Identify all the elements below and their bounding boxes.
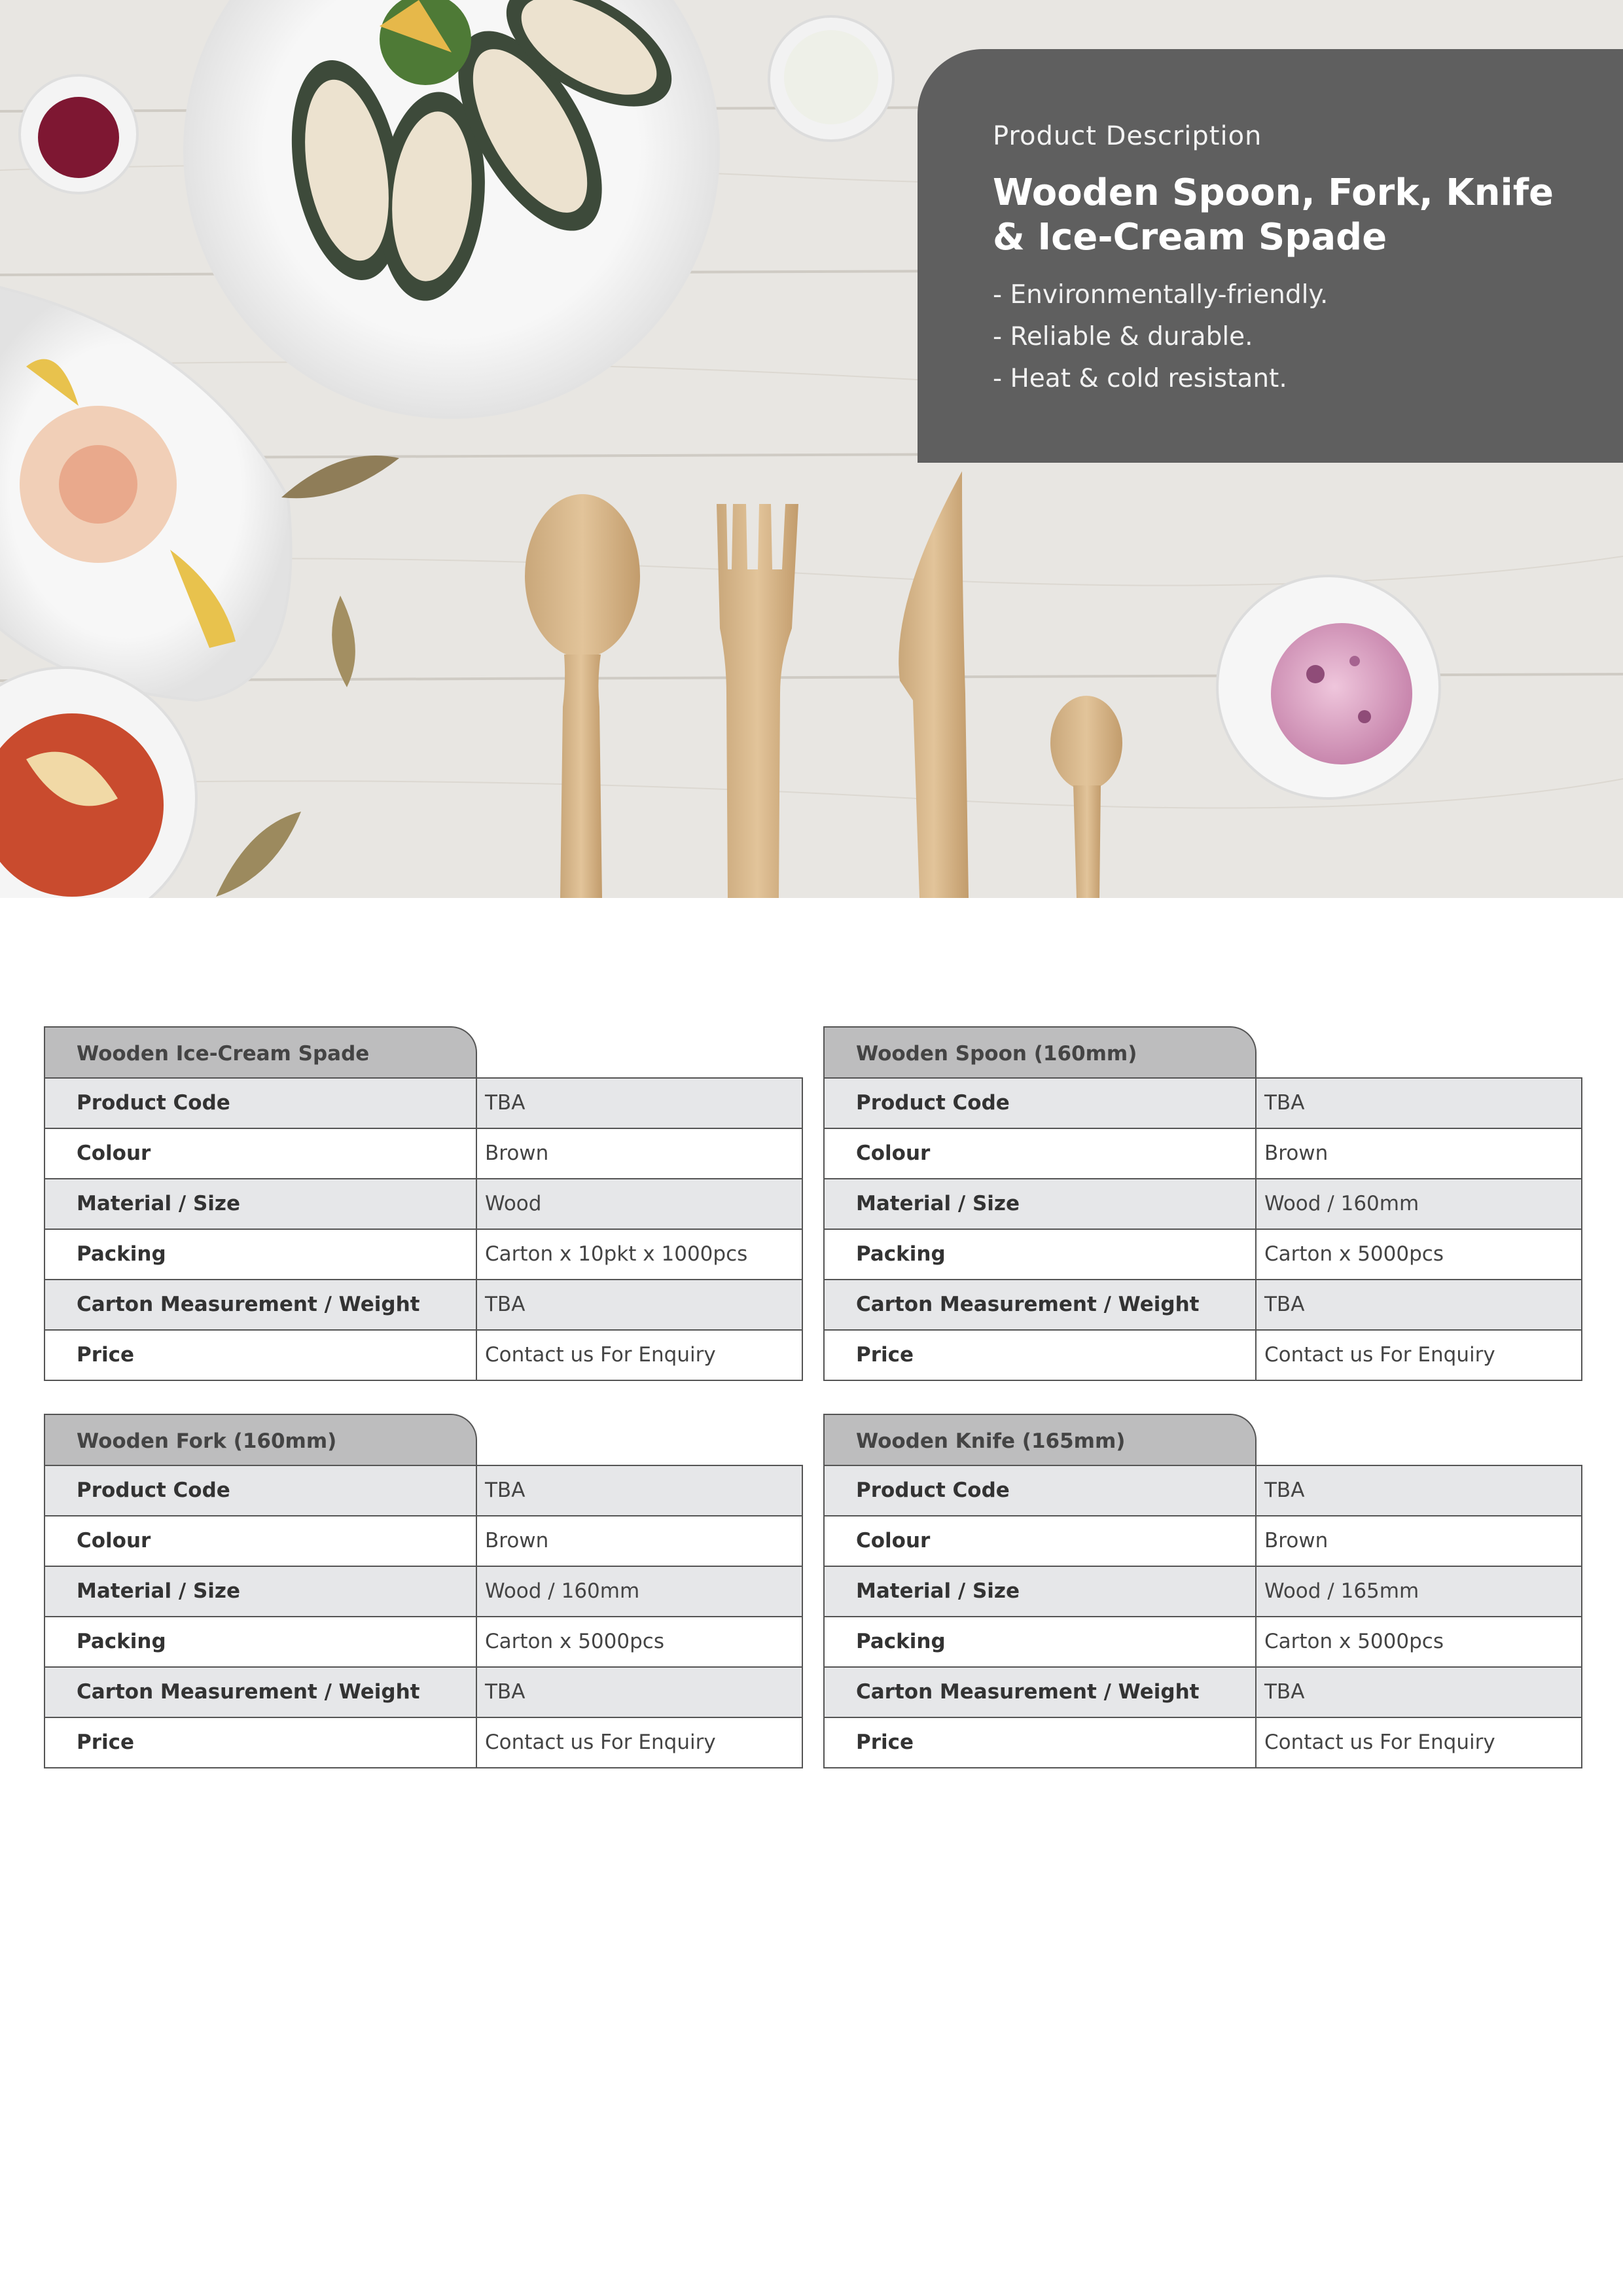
- table-row: [45, 1079, 802, 1128]
- spec-key: Packing: [825, 1230, 1257, 1279]
- table-row: [45, 1178, 802, 1229]
- table-row: [45, 1515, 802, 1566]
- spec-table-spoon: [823, 1026, 1582, 1381]
- spec-value: TBA: [485, 1293, 526, 1316]
- spec-value: Carton x 5000pcs: [1264, 1630, 1444, 1653]
- table-row: [825, 1515, 1581, 1566]
- spec-key: Carton Measurement / Weight: [45, 1668, 477, 1717]
- table-row: [825, 1079, 1581, 1128]
- ice-cream-bowl: [1217, 576, 1440, 798]
- product-description-panel: [918, 49, 1623, 463]
- spec-value: Wood / 160mm: [1264, 1192, 1419, 1215]
- spec-key: Colour: [825, 1516, 1257, 1566]
- spec-value: Contact us For Enquiry: [1264, 1731, 1495, 1754]
- spec-table-fork: [44, 1414, 803, 1768]
- spec-key: Carton Measurement / Weight: [825, 1280, 1257, 1329]
- spec-key: Packing: [45, 1617, 477, 1666]
- spec-key: Material / Size: [45, 1567, 477, 1616]
- spec-key: Colour: [825, 1129, 1257, 1178]
- spec-value: TBA: [1264, 1293, 1305, 1316]
- spec-key: Price: [45, 1718, 477, 1767]
- spec-key: Carton Measurement / Weight: [45, 1280, 477, 1329]
- spec-value: TBA: [485, 1680, 526, 1704]
- spec-value: Carton x 5000pcs: [1264, 1242, 1444, 1266]
- spec-value: Contact us For Enquiry: [485, 1731, 716, 1754]
- spec-key: Packing: [825, 1617, 1257, 1666]
- spec-value: TBA: [485, 1091, 526, 1115]
- spec-key: Packing: [45, 1230, 477, 1279]
- spec-value: Brown: [1264, 1141, 1329, 1165]
- spec-value: Wood / 165mm: [1264, 1579, 1419, 1603]
- table-row: [45, 1666, 802, 1717]
- spec-key: Carton Measurement / Weight: [825, 1668, 1257, 1717]
- table-row: [45, 1566, 802, 1616]
- table-row: [45, 1466, 802, 1515]
- spec-key: Colour: [45, 1129, 477, 1178]
- spec-value: Contact us For Enquiry: [485, 1343, 716, 1367]
- spec-key: Colour: [45, 1516, 477, 1566]
- spec-table-body: [823, 1077, 1582, 1381]
- spec-value: Contact us For Enquiry: [1264, 1343, 1495, 1367]
- table-row: [825, 1229, 1581, 1279]
- spec-key: Product Code: [45, 1466, 477, 1515]
- table-row: [45, 1616, 802, 1666]
- table-row: [45, 1279, 802, 1329]
- table-row: [825, 1466, 1581, 1515]
- spec-table-title: Wooden Ice-Cream Spade: [44, 1026, 477, 1077]
- table-row: [825, 1717, 1581, 1767]
- spec-table-body: [823, 1465, 1582, 1768]
- table-row: [45, 1717, 802, 1767]
- spec-value: Brown: [485, 1529, 549, 1552]
- spec-key: Material / Size: [825, 1567, 1257, 1616]
- spec-table-ice-cream-spade: [44, 1026, 803, 1381]
- table-row: [825, 1666, 1581, 1717]
- feature-item: - Environmentally-friendly.: [993, 280, 1329, 310]
- table-row: [45, 1128, 802, 1178]
- table-row: [825, 1329, 1581, 1380]
- product-title: Wooden Spoon, Fork, Knife & Ice-Cream Spade: [993, 171, 1554, 259]
- spec-value: Wood / 160mm: [485, 1579, 640, 1603]
- table-row: [45, 1229, 802, 1279]
- table-row: [825, 1178, 1581, 1229]
- spec-table-body: [44, 1077, 803, 1381]
- spec-key: Price: [825, 1718, 1257, 1767]
- feature-list: [993, 274, 1623, 400]
- spec-key: Product Code: [45, 1079, 477, 1128]
- spec-value: Carton x 5000pcs: [485, 1630, 664, 1653]
- spec-value: TBA: [1264, 1680, 1305, 1704]
- feature-item: - Reliable & durable.: [993, 322, 1253, 351]
- table-row: [825, 1279, 1581, 1329]
- spec-table-title: Wooden Fork (160mm): [44, 1414, 477, 1465]
- spec-key: Price: [45, 1331, 477, 1380]
- spec-table-title: Wooden Knife (165mm): [823, 1414, 1257, 1465]
- feature-item: - Heat & cold resistant.: [993, 364, 1287, 393]
- spec-key: Material / Size: [825, 1179, 1257, 1229]
- spec-value: Brown: [485, 1141, 549, 1165]
- table-row: [825, 1128, 1581, 1178]
- table-row: [825, 1566, 1581, 1616]
- spec-table-body: [44, 1465, 803, 1768]
- spec-value: Wood: [485, 1192, 542, 1215]
- spec-value: Brown: [1264, 1529, 1329, 1552]
- spec-value: TBA: [485, 1479, 526, 1502]
- spec-key: Price: [825, 1331, 1257, 1380]
- description-label: Product Description: [993, 121, 1262, 151]
- spec-table-title: Wooden Spoon (160mm): [823, 1026, 1257, 1077]
- spec-table-knife: [823, 1414, 1582, 1768]
- spec-key: Product Code: [825, 1466, 1257, 1515]
- spec-key: Product Code: [825, 1079, 1257, 1128]
- spec-value: Carton x 10pkt x 1000pcs: [485, 1242, 748, 1266]
- table-row: [45, 1329, 802, 1380]
- spec-value: TBA: [1264, 1091, 1305, 1115]
- spec-value: TBA: [1264, 1479, 1305, 1502]
- table-row: [825, 1616, 1581, 1666]
- spec-key: Material / Size: [45, 1179, 477, 1229]
- hero-photo: [0, 0, 1623, 898]
